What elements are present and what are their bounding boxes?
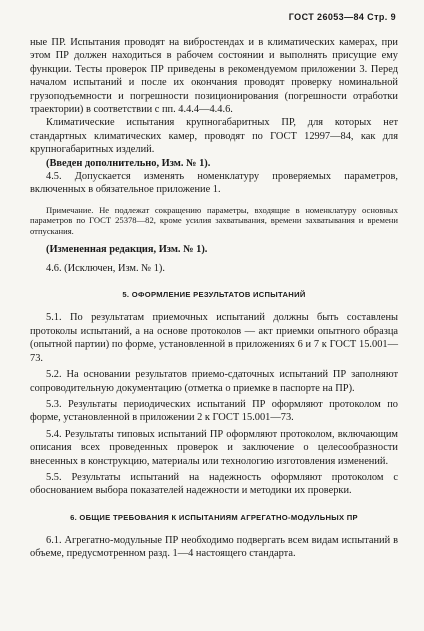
section-5-title: 5. ОФОРМЛЕНИЕ РЕЗУЛЬТАТОВ ИСПЫТАНИЙ [122, 290, 306, 300]
clause-6-1: 6.1. Агрегатно-модульные ПР необходимо подвергать всем видам испытаний в объеме, предусмотренном разд. 1—4 настоящего стандарта. [30, 534, 398, 560]
amendment-note-revised: (Измененная редакция, Изм. № 1). [46, 243, 208, 255]
clause-4-6: 4.6. (Исключен, Изм. № 1). [46, 263, 165, 275]
amendment-note-added: (Введен дополнительно, Изм. № 1). [46, 157, 211, 169]
paragraph-climatic-tests: Климатические испытания крупногабаритных ПР, для которых нет стандартных климатических камер, проводят по ГОСТ 12997—84, как для крупногабаритных изделий. [30, 117, 398, 156]
clause-5-1: 5.1. По результатам приемочных испытаний должны быть составлены протоколы испытаний, а на основе протоколов — акт приемки опытного образца (опытной партии) по форме, установленной в приложениях 6 и 7 к ГОСТ 15.001—73. [30, 312, 398, 364]
clause-5-5: 5.5. Результаты испытаний на надежность оформляют протоколом с обоснованием выбора показателей надежности и методики их проверки. [30, 471, 398, 497]
section-6-title: 6. ОБЩИЕ ТРЕБОВАНИЯ К ИСПЫТАНИЯМ АГРЕГАТНО-МОДУЛЬНЫХ ПР [70, 512, 358, 522]
clause-5-4: 5.4. Результаты типовых испытаний ПР оформляют протоколом, включающим описания всех проведенных проверок и заключение о целесообразности внесенных в конструкцию, материалы или технологию изготовления изменений. [30, 428, 398, 467]
page-content [30, 36, 398, 561]
clause-5-2: 5.2. На основании результатов приемо-сдаточных испытаний ПР заполняют сопроводительную документацию (отметка о приемке в паспорте на ПР). [30, 369, 398, 394]
paragraph-continuation: ные ПР. Испытания проводят на вибростендах и в климатических камерах, при этом ПР должен находиться в рабочем состоянии и выполнять присущие ему функции. Тесты проверок ПР приведены в рекомендуемом приложении 3. Перед началом испытаний и после их окончания проводят проверку номинальной грузоподъемности и погрешности позиционирования (погрешности отработки траектории) в соответствии с пп. 4.4.4—4.4.6. [30, 37, 398, 116]
page-header: ГОСТ 26053—84 Стр. 9 [288, 12, 396, 22]
clause-4-5: 4.5. Допускается изменять номенклатуру проверяемых параметров, включенных в обязательное приложение 1. [30, 171, 398, 196]
note-paragraph: Примечание. Не подлежат сокращению параметры, входящие в номенклатуру основных параметров по ГОСТ 25378—82, кроме усилия захватывания, времени захватывания и времени отпускания. [30, 204, 398, 237]
clause-5-3: 5.3. Результаты периодических испытаний ПР оформляют протоколом по форме, установленной в приложении 2 к ГОСТ 15.001—73. [30, 398, 398, 424]
